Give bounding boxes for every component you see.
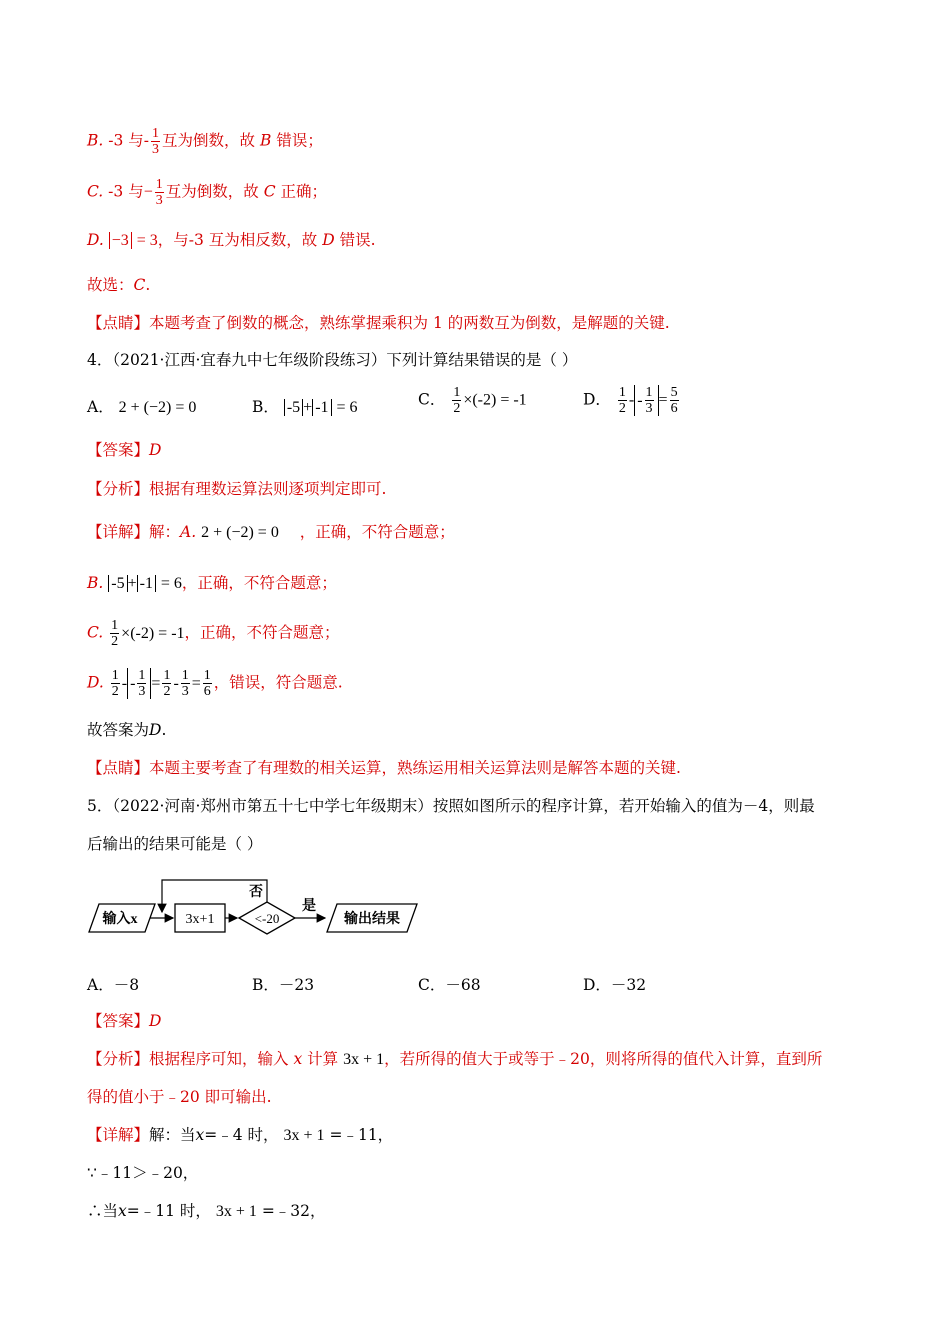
- option-math: 2 + (−2) = 0: [118, 399, 197, 416]
- text: ∴当: [87, 1202, 119, 1220]
- text: 故答案为: [87, 721, 150, 739]
- numerator: 1: [203, 668, 211, 683]
- q5-detail-line-1: [87, 1125, 393, 1146]
- option-label: C.: [87, 182, 104, 201]
- text: 根据程序可知，输入: [149, 1050, 289, 1068]
- comment-text: 本题主要考查了有理数的相关运算，熟练运用相关运算法则是解答本题的关键.: [149, 759, 681, 777]
- q4-detail-d: [87, 668, 343, 699]
- text: ，错误，符合题意.: [213, 673, 343, 692]
- q5-option-b: B．－23: [252, 976, 315, 994]
- q5-analysis-line-2: 得的值小于﹣20 即可输出.: [87, 1088, 272, 1106]
- answer-value: D: [149, 721, 162, 739]
- minus-sign: -: [637, 391, 643, 409]
- fraction: [618, 385, 627, 416]
- q5-detail-line-3: [87, 1201, 326, 1222]
- minus-sign: -: [121, 674, 128, 692]
- equals-sign: =: [658, 391, 668, 409]
- option-letter: B.: [87, 574, 104, 592]
- text: =﹣32，: [261, 1202, 326, 1220]
- numerator: 1: [111, 618, 119, 633]
- q5-detail-line-2: ∵﹣11＞﹣20，: [87, 1164, 199, 1182]
- q4-detail-a: [87, 522, 455, 543]
- fraction: [111, 668, 120, 699]
- q4-detail-b: [87, 573, 337, 594]
- fraction: [203, 668, 212, 699]
- minus-sign: -: [628, 391, 635, 409]
- equation: = 6: [336, 399, 358, 416]
- option-letter: D: [322, 231, 335, 249]
- denominator: 2: [453, 401, 461, 416]
- text: ，正确，不符合题意；: [181, 574, 337, 592]
- variable: x: [195, 1126, 205, 1144]
- text: -3 与-: [108, 131, 150, 150]
- q4-conclusion: [87, 720, 166, 740]
- no-label: 否: [249, 885, 263, 900]
- fraction: [110, 618, 119, 649]
- option-letter: D.: [87, 673, 104, 692]
- answer-tag: 【答案】: [87, 1012, 150, 1030]
- q4-stem: 4．（2021·江西·宜春九中七年级阶段练习）下列计算结果错误的是（ ）: [87, 351, 578, 369]
- fraction: [151, 126, 160, 157]
- text: 互为倒数，故: [162, 131, 256, 150]
- detail-tag: 【详解】: [87, 523, 150, 541]
- q3-comment: [87, 313, 670, 333]
- equation: = 3: [136, 232, 158, 249]
- q5-answer: [87, 1011, 161, 1031]
- numerator: 1: [152, 126, 160, 141]
- fraction: [670, 385, 679, 416]
- denominator: 3: [181, 684, 189, 699]
- minus-sign: -: [130, 674, 136, 692]
- denominator: 6: [203, 684, 211, 699]
- answer-value: D: [149, 1012, 162, 1030]
- numerator: 1: [453, 385, 461, 400]
- option-label: C．: [418, 390, 446, 409]
- q3-option-d-explanation: [87, 230, 376, 251]
- text: 解：当: [149, 1126, 196, 1144]
- equals-sign: =: [191, 674, 201, 692]
- calc-label: 3x+1: [185, 912, 215, 927]
- option-label: D.: [87, 231, 104, 249]
- denominator: 2: [111, 684, 119, 699]
- text: 错误；: [276, 131, 323, 150]
- q3-choice: [87, 275, 150, 295]
- q4-detail-c: [87, 618, 340, 649]
- text: 正确；: [280, 182, 328, 201]
- text: =﹣11，: [329, 1126, 394, 1144]
- choice-value: C: [133, 276, 146, 294]
- denominator: 2: [163, 684, 171, 699]
- denominator: 2: [111, 634, 119, 649]
- option-label: A．: [87, 398, 114, 416]
- expression: 3x + 1: [343, 1051, 385, 1068]
- absolute-value: -1: [312, 399, 331, 416]
- q5-option-a: A．－8: [87, 976, 140, 994]
- option-letter: C: [263, 182, 276, 201]
- option-label: B.: [87, 131, 104, 150]
- expression: 3x + 1: [283, 1127, 325, 1144]
- analysis-text: 根据有理数运算法则逐项判定即可.: [149, 480, 387, 498]
- fraction: [645, 385, 654, 416]
- comment-tag: 【点睛】: [87, 759, 150, 777]
- yes-label: 是: [302, 899, 316, 914]
- condition-label: <-20: [254, 911, 280, 926]
- fraction: [162, 668, 171, 699]
- q3-option-b-explanation: [87, 126, 323, 157]
- absolute-value: -5: [284, 399, 303, 416]
- equation: 2 + (−2) = 0: [201, 524, 279, 541]
- analysis-tag: 【分析】: [87, 1050, 150, 1068]
- equals-sign: =: [151, 674, 161, 692]
- numerator: 1: [618, 385, 626, 400]
- analysis-tag: 【分析】: [87, 480, 150, 498]
- denominator: 3: [152, 142, 160, 157]
- text: .: [145, 276, 151, 294]
- fraction: [452, 385, 461, 416]
- comment-text: 本题考查了倒数的概念，熟练掌握乘积为 1 的两数互为倒数，是解题的关键.: [149, 314, 670, 332]
- q4-option-b: [252, 395, 357, 417]
- choice-label: 故选：: [87, 276, 134, 294]
- q4-option-d: [583, 385, 681, 416]
- text: =﹣4 时，: [204, 1126, 279, 1144]
- minus-sign: -: [173, 674, 179, 692]
- text: ，与-3 互为相反数，故: [157, 231, 318, 249]
- numerator: 1: [138, 668, 146, 683]
- numerator: 1: [163, 668, 171, 683]
- expression: 3x + 1: [215, 1203, 257, 1220]
- numerator: 1: [111, 668, 119, 683]
- q5-option-d: D．－32: [583, 976, 647, 994]
- equation: ×(-2) = -1: [463, 391, 527, 409]
- text: ，正确，不符合题意；: [184, 623, 340, 642]
- equation: ×(-2) = -1: [121, 624, 185, 642]
- denominator: 6: [670, 401, 678, 416]
- denominator: 3: [138, 684, 146, 699]
- text: .: [161, 721, 167, 739]
- option-label: B．: [252, 398, 279, 416]
- q4-analysis: [87, 479, 386, 499]
- denominator: 2: [618, 401, 626, 416]
- q4-option-c: [418, 385, 527, 416]
- q4-comment: [87, 758, 681, 778]
- option-label: D．: [583, 390, 611, 409]
- fraction: [155, 177, 164, 208]
- text: -3 与: [108, 182, 144, 201]
- text: =﹣11 时，: [126, 1202, 211, 1220]
- absolute-value: -5: [108, 575, 127, 592]
- answer-tag: 【答案】: [87, 441, 150, 459]
- output-label: 输出结果: [344, 912, 400, 927]
- text: 解：: [149, 523, 181, 541]
- answer-value: D: [149, 441, 162, 459]
- q5-option-c: C．－68: [418, 976, 481, 994]
- absolute-value: [634, 385, 658, 416]
- option-letter: C.: [87, 623, 104, 642]
- variable: x: [118, 1202, 127, 1220]
- absolute-value: -1: [137, 575, 156, 592]
- q4-option-a: [87, 395, 196, 417]
- absolute-value: [127, 668, 151, 699]
- denominator: 3: [645, 401, 653, 416]
- option-letter: B: [259, 131, 272, 150]
- text: 计算: [307, 1050, 339, 1068]
- q4-answer: [87, 440, 161, 460]
- text: ，正确，不符合题意；: [299, 523, 455, 541]
- numerator: 5: [670, 385, 678, 400]
- numerator: 1: [181, 668, 189, 683]
- q5-stem-line-2: 后输出的结果可能是（ ）: [87, 835, 263, 853]
- plus-sign: +: [303, 399, 313, 416]
- text: 错误.: [339, 231, 376, 249]
- comment-tag: 【点睛】: [87, 314, 150, 332]
- text: ，若所得的值大于或等于﹣20，则将所得的值代入计算，直到所: [384, 1050, 823, 1068]
- fraction: [137, 668, 146, 699]
- plus-sign: +: [127, 575, 137, 592]
- equation: = 6: [160, 575, 182, 592]
- q5-analysis-line-1: [87, 1049, 822, 1070]
- q5-stem-line-1: 5．（2022·河南·郑州市第五十七中学七年级期末）按照如图所示的程序计算，若开始输入的值为－4，则最: [87, 797, 815, 815]
- variable: x: [293, 1050, 303, 1068]
- q3-option-c-explanation: [87, 177, 327, 208]
- program-flowchart: [87, 872, 427, 942]
- option-letter: A.: [180, 523, 197, 541]
- minus-sign: −: [143, 183, 153, 201]
- numerator: 1: [645, 385, 653, 400]
- absolute-value: −3: [109, 232, 132, 249]
- denominator: 3: [155, 193, 163, 208]
- numerator: 1: [155, 177, 163, 192]
- detail-tag: 【详解】: [87, 1126, 150, 1144]
- text: 互为倒数，故: [165, 182, 259, 201]
- fraction: [181, 668, 190, 699]
- input-label: 输入x: [102, 912, 138, 927]
